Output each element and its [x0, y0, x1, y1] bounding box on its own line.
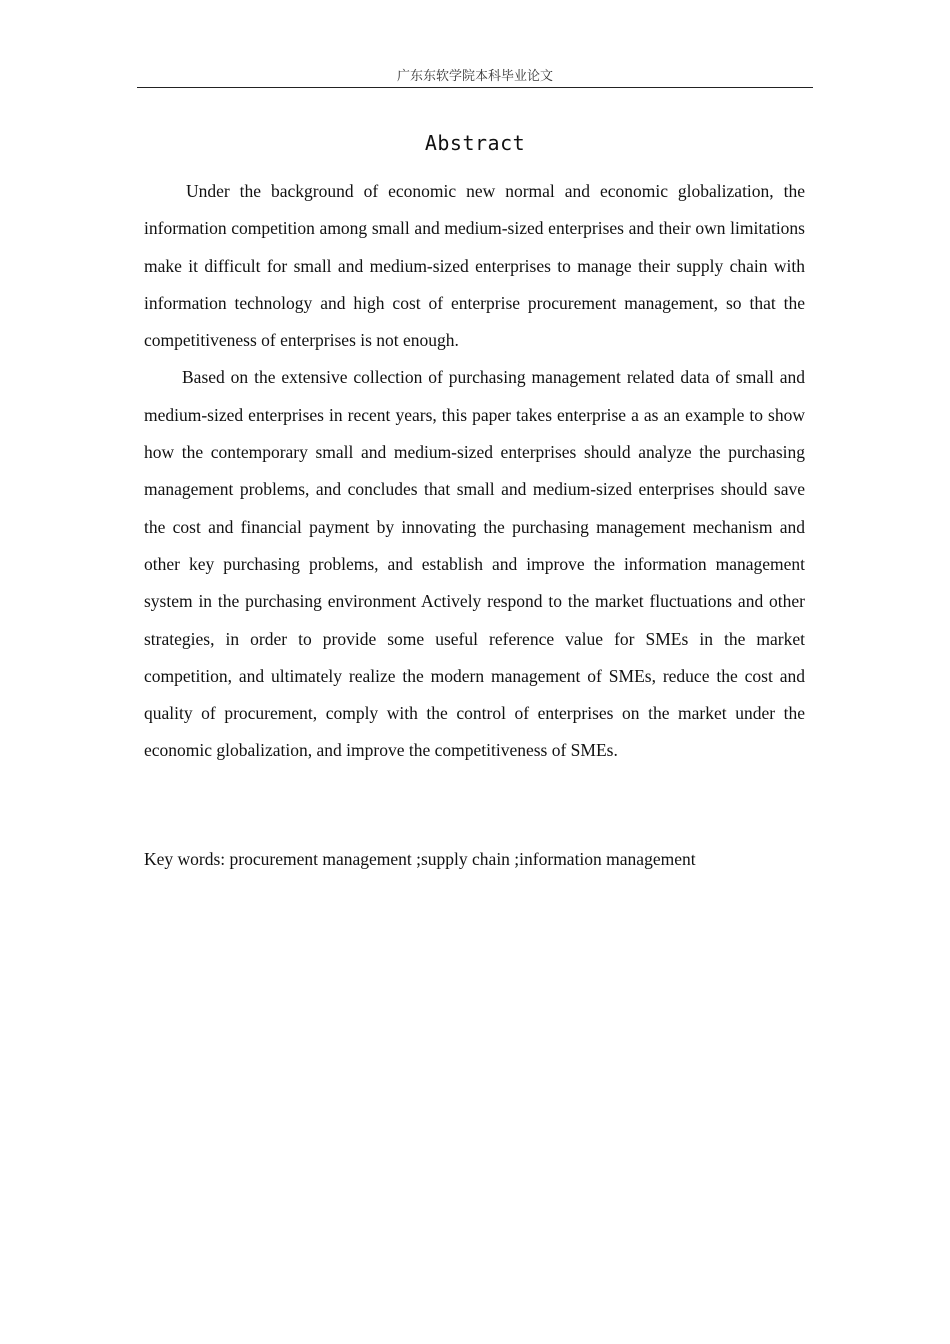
- page-header: [137, 68, 813, 88]
- abstract-paragraph-2: Based on the extensive collection of purchasing management related data of small and medium-sized enterprises in recent years, this paper takes enterprise a as an example to show how the contemporary small and medium-sized enterprises should analyze the purchasing management problems, and concludes that small and medium-sized enterprises should save the cost and financial payment by innovating the purchasing management mechanism and other key purchasing problems, and establish and improve the information management system in the purchasing environment Actively respond to the market fluctuations and other strategies, in order to provide some useful reference value for SMEs in the market competition, and ultimately realize the modern management of SMEs, reduce the cost and quality of procurement, comply with the control of enterprises on the market under the economic globalization, and improve the competitiveness of SMEs.: [144, 367, 805, 761]
- abstract-title: Abstract: [424, 131, 526, 155]
- abstract-paragraph-1: Under the background of economic new normal and economic globalization, the information competition among small and medium-sized enterprises and their own limitations make it difficult for small and medium-sized enterprises to manage their supply chain with information technology and high cost of enterprise procurement management, so that the competitiveness of enterprises is not enough.: [144, 181, 805, 351]
- keywords-line: Key words: procurement management ;supply chain ;information management: [144, 849, 696, 869]
- abstract-body: [144, 173, 805, 770]
- header-title: 广东东软学院本科毕业论文: [396, 69, 553, 84]
